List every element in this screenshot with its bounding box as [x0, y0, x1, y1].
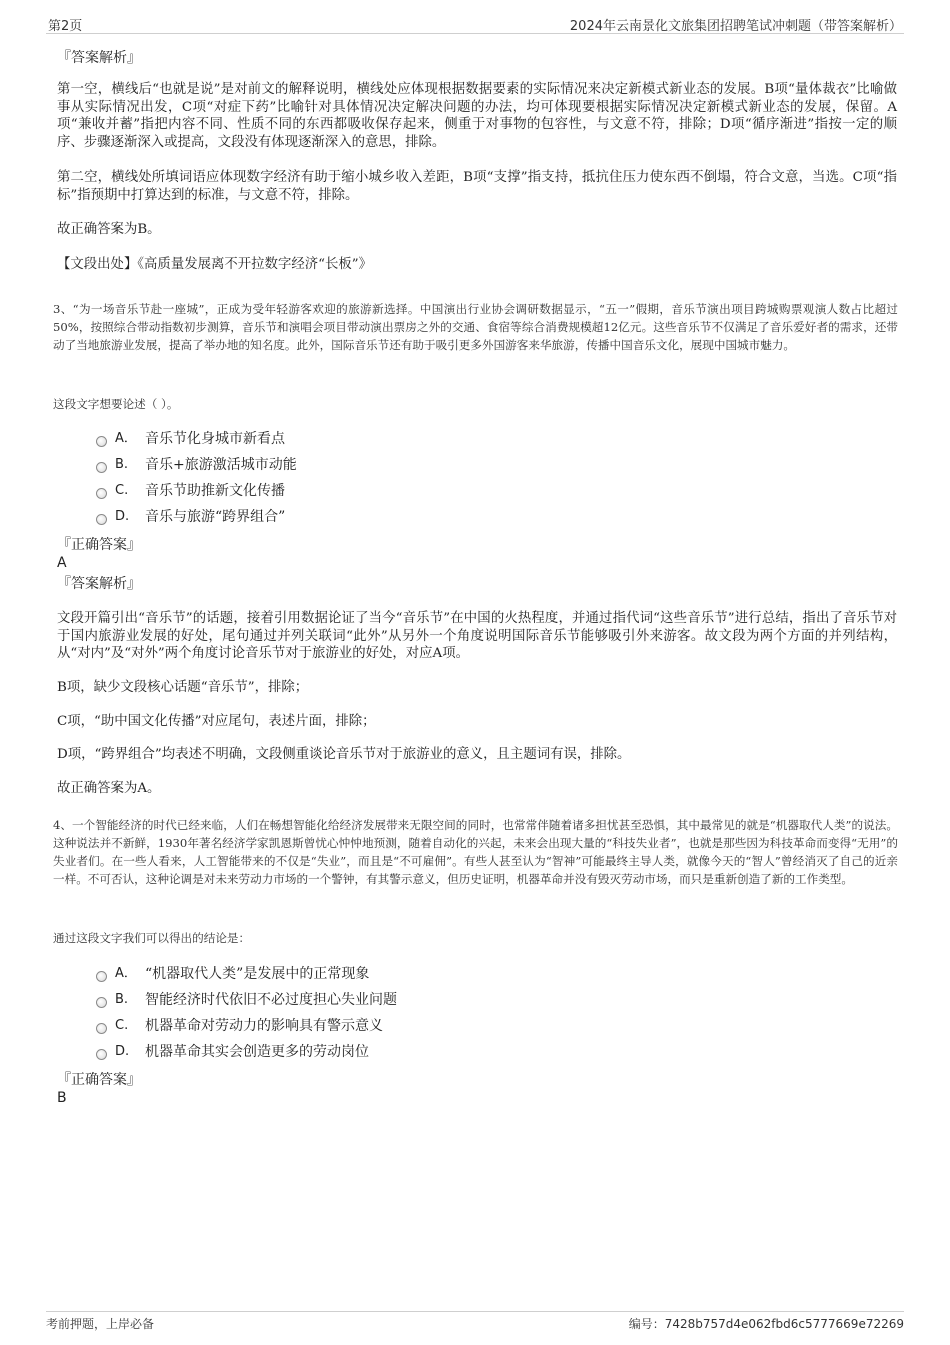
radio-button[interactable] — [96, 514, 107, 525]
q2-analysis-para-2: 第二空，横线处所填词语应体现数字经济有助于缩小城乡收入差距，B项“支撑”指支持，抵抗住压力使东西不倒塌，符合文意，当选。C项“指标”指预期中打算达到的标准，与文意不符，排除。 — [57, 170, 897, 203]
q3-correct-label: 『正确答案』 — [57, 537, 141, 553]
option-text: 音乐+旅游激活城市动能 — [145, 457, 297, 473]
radio-button[interactable] — [96, 462, 107, 473]
q4-stem: 4、一个智能经济的时代已经来临，人们在畅想智能化给经济发展带来无限空间的同时，也常常伴随着诸多担忧甚至恐惧，其中最常见的就是“机器取代人类”的说法。这种说法并不新鲜，1930年著名经济学家凯恩斯曾忧心忡忡地预测，随着自动化的兴起，未来会出现大量的“科技失业者”，也就是那些因为科技革命而变得“无用”的失业者们。在一些人看来，人工智能带来的不仅是“失业”，而且是“不可雇佣”。有些人甚至认为“智神”可能最终主导人类，就像今天的“智人”曾经消灭了自己的近亲一样。不可否认，这种论调是对未来劳动力市场的一个警钟，有其警示意义，但历史证明，机器革命并没有毁灭劳动市场，而只是重新创造了新的工作类型。 — [53, 818, 898, 886]
q4-option-d[interactable] — [96, 1042, 369, 1062]
q4-option-c[interactable] — [96, 1016, 383, 1036]
radio-button[interactable] — [96, 971, 107, 982]
option-letter: B. — [115, 457, 129, 472]
option-text: “机器取代人类”是发展中的正常现象 — [145, 966, 370, 982]
radio-button[interactable] — [96, 436, 107, 447]
option-text: 机器革命其实会创造更多的劳动岗位 — [145, 1044, 369, 1060]
footer-slogan: 考前押题，上岸必备 — [46, 1317, 155, 1331]
q2-conclusion: 故正确答案为B。 — [57, 222, 161, 237]
q3-option-c[interactable] — [96, 481, 285, 501]
q4-option-a[interactable] — [96, 964, 369, 984]
q3-option-b[interactable] — [96, 455, 297, 475]
q3-analysis-para-2: B项，缺少文段核心话题“音乐节”，排除； — [57, 680, 309, 695]
radio-button[interactable] — [96, 997, 107, 1008]
option-letter: C. — [115, 483, 129, 498]
option-letter: A． — [115, 431, 137, 446]
q3-stem: 3、“为一场音乐节赴一座城”，正成为受年轻游客欢迎的旅游新选择。中国演出行业协会调研数据显示，“五一”假期，音乐节演出项目跨城购票观演人数占比超过50%，按照综合带动指数初步测算，音乐节和演唱会项目带动演出票房之外的交通、食宿等综合消费规模超12亿元。这些音乐节不仅满足了音乐爱好者的需求，还带动了当地旅游业发展，提高了举办地的知名度。此外，国际音乐节还有助于吸引更多外国游客来华旅游，传播中国音乐文化，展现中国城市魅力。 — [53, 302, 898, 352]
document-code: 编号：7428b757d4e062fbd6c5777669e72269 — [628, 1317, 904, 1331]
radio-button[interactable] — [96, 1049, 107, 1060]
option-letter: A． — [115, 966, 137, 981]
q3-question: 这段文字想要论述（ ）。 — [53, 397, 179, 411]
option-text: 音乐节助推新文化传播 — [145, 483, 285, 499]
option-letter: D. — [115, 509, 130, 524]
q4-question: 通过这段文字我们可以得出的结论是： — [53, 931, 251, 945]
q2-source: 【文段出处】《高质量发展离不开拉数字经济“长板”》 — [57, 257, 372, 272]
q3-analysis-para-4: D项，“跨界组合”均表述不明确，文段侧重谈论音乐节对于旅游业的意义，且主题词有误，排除。 — [57, 747, 631, 762]
page-header — [46, 14, 904, 34]
q3-analysis-para-3: C项，“助中国文化传播”对应尾句，表述片面，排除； — [57, 714, 376, 729]
option-letter: D. — [115, 1044, 130, 1059]
q3-conclusion: 故正确答案为A。 — [57, 781, 161, 796]
q3-analysis-label: 『答案解析』 — [57, 576, 141, 592]
q3-option-a[interactable] — [96, 429, 285, 449]
option-text: 音乐节化身城市新看点 — [145, 431, 285, 447]
q3-correct-answer: A — [57, 555, 67, 571]
radio-button[interactable] — [96, 488, 107, 499]
option-text: 智能经济时代依旧不必过度担心失业问题 — [145, 992, 397, 1008]
option-letter: C. — [115, 1018, 129, 1033]
page-footer — [46, 1311, 904, 1335]
page-number: 第2页 — [48, 19, 83, 34]
q3-option-d[interactable] — [96, 507, 285, 527]
option-text: 机器革命对劳动力的影响具有警示意义 — [145, 1018, 383, 1034]
document-title: 2024年云南景化文旅集团招聘笔试冲刺题（带答案解析） — [569, 19, 902, 34]
option-text: 音乐与旅游“跨界组合” — [145, 509, 286, 525]
q4-correct-label: 『正确答案』 — [57, 1072, 141, 1088]
q3-analysis-para-1: 文段开篇引出“音乐节”的话题，接着引用数据论证了当今“音乐节”在中国的火热程度，并通过指代词“这些音乐节”进行总结，指出了音乐节对于国内旅游业发展的好处，尾句通过并列关联词“此外”从另外一个角度说明国际音乐节能够吸引外来游客。故文段为两个方面的并列结构，从“对内”及“对外”两个角度讨论音乐节对于旅游业的好处，对应A项。 — [57, 611, 897, 661]
q4-correct-answer: B — [57, 1090, 67, 1106]
q4-option-b[interactable] — [96, 990, 397, 1010]
q2-analysis-label: 『答案解析』 — [57, 50, 141, 66]
option-letter: B. — [115, 992, 129, 1007]
q2-analysis-para-1: 第一空，横线后“也就是说”是对前文的解释说明，横线处应体现根据数据要素的实际情况来决定新模式新业态的发展。B项“量体裁衣”比喻做事从实际情况出发，C项“对症下药”比喻针对具体情况决定解决问题的办法，均可体现要根据实际情况决定新模式新业态的发展，保留。A项“兼收并蓄”指把内容不同、性质不同的东西都吸收保存起来，侧重于对事物的包容性，与文意不符，排除；D项“循序渐进”指按一定的顺序、步骤逐渐深入或提高，文段没有体现逐渐深入的意思，排除。 — [57, 82, 897, 150]
radio-button[interactable] — [96, 1023, 107, 1034]
